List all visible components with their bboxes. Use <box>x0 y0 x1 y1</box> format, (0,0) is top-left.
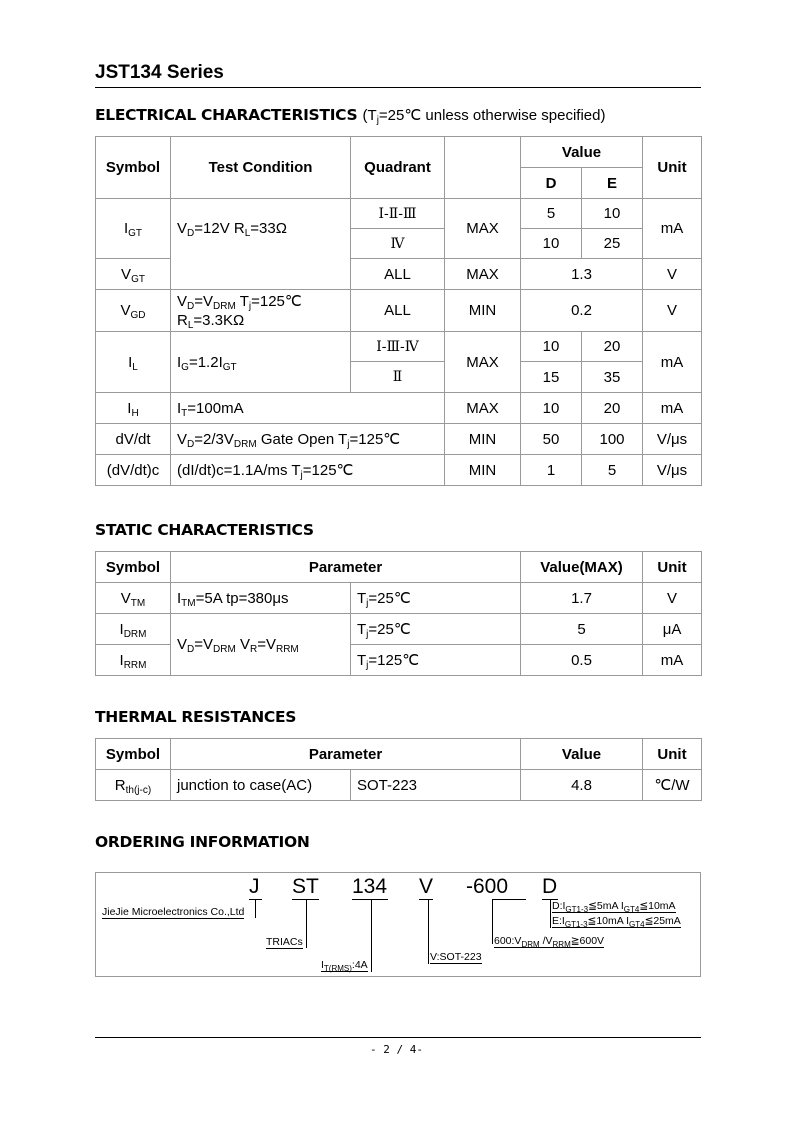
col-value: Value <box>521 137 643 168</box>
igt-quadrant-1: Ⅰ-Ⅱ-Ⅲ <box>351 199 445 229</box>
thermal-col-value: Value <box>521 739 643 770</box>
igt-condition: $V_D=12V$ $R_L=33\Omega$ <box>171 199 351 290</box>
static-col-parameter: Parameter <box>171 552 521 583</box>
il-symbol: $I_L$ <box>96 332 171 393</box>
series-title: JST134 Series <box>95 62 224 83</box>
idrm-symbol: $I_{DRM}$ <box>96 614 171 645</box>
current-label: $I_{T(RMS)}:4A$ <box>321 959 368 973</box>
dvdt-condition: $V_D=2/3V_{DRM}$ Gate Open $T_j=125℃$ <box>171 424 445 455</box>
didt-e: 5 <box>582 455 643 486</box>
footer-rule <box>95 1037 701 1038</box>
code-voltage: -600 <box>466 875 509 898</box>
ordering-diagram <box>95 872 701 977</box>
col-symbol: Symbol <box>96 137 171 199</box>
thermal-col-symbol: Symbol <box>96 739 171 770</box>
col-e: E <box>582 168 643 199</box>
rth-symbol: $R_{th(j-c)}$ <box>96 770 171 801</box>
igt-unit: mA <box>643 199 702 259</box>
igt-d-1: 5 <box>521 199 582 229</box>
idrm-irrm-parameter: $V_D=V_{DRM}$ $V_R=V_{RRM}$ <box>171 614 351 676</box>
static-heading: STATIC CHARACTERISTICS <box>95 521 314 539</box>
voltage-connector <box>492 900 493 944</box>
code-current: 134 <box>352 875 388 898</box>
il-quadrant-2: Ⅱ <box>351 362 445 393</box>
didt-unit: V/μs <box>643 455 702 486</box>
rth-unit: ℃/W <box>643 770 702 801</box>
electrical-note: ($T_j=25℃$ unless otherwise specified) <box>362 107 606 126</box>
didt-d: 1 <box>521 455 582 486</box>
ih-limit: MAX <box>445 393 521 424</box>
electrical-heading-text: ELECTRICAL CHARACTERISTICS <box>95 106 358 124</box>
code-type: ST <box>292 875 319 898</box>
dvdt-unit: V/μs <box>643 424 702 455</box>
didt-condition: (dI/dt)c=1.1A/ms $T_j=125℃$ <box>171 455 445 486</box>
dvdt-d: 50 <box>521 424 582 455</box>
igt-d-2: 10 <box>521 229 582 259</box>
vgd-limit: MIN <box>445 290 521 332</box>
voltage-label: $600:V_{DRM}$ $/V_{RRM}≧600V$ <box>494 935 605 949</box>
col-unit: Unit <box>643 137 702 199</box>
il-d-1: 10 <box>521 332 582 362</box>
code-voltage-underline <box>492 899 526 900</box>
code-current-underline <box>352 899 388 900</box>
vgd-symbol: $V_{GD}$ <box>96 290 171 332</box>
irrm-temperature: $T_j=125℃$ <box>351 645 521 676</box>
didt-limit: MIN <box>445 455 521 486</box>
thermal-col-unit: Unit <box>643 739 702 770</box>
idrm-unit: μA <box>643 614 702 645</box>
igt-symbol: $I_{GT}$ <box>96 199 171 259</box>
col-quadrant: Quadrant <box>351 137 445 199</box>
vtm-value: 1.7 <box>521 583 643 614</box>
vgd-unit: V <box>643 290 702 332</box>
ih-symbol: $I_H$ <box>96 393 171 424</box>
static-table <box>95 551 702 676</box>
vgt-symbol: $V_{GT}$ <box>96 259 171 290</box>
code-grade: D <box>542 875 558 898</box>
vtm-parameter: $I_{TM}=5A$ tp=380μs <box>171 583 351 614</box>
static-col-unit: Unit <box>643 552 702 583</box>
type-connector <box>306 900 307 948</box>
code-brand: J <box>249 875 260 898</box>
thermal-table <box>95 738 702 801</box>
il-limit: MAX <box>445 332 521 393</box>
vgt-quadrant: ALL <box>351 259 445 290</box>
ih-unit: mA <box>643 393 702 424</box>
il-d-2: 15 <box>521 362 582 393</box>
irrm-unit: mA <box>643 645 702 676</box>
maker-label: JieJie Microelectronics Co.,Ltd <box>102 906 245 918</box>
rth-package: SOT-223 <box>351 770 521 801</box>
didt-symbol: (dV/dt)c <box>96 455 171 486</box>
grade-connector <box>550 900 551 928</box>
triacs-label: TRIACs <box>266 936 303 948</box>
igt-e-2: 25 <box>582 229 643 259</box>
il-unit: mA <box>643 332 702 393</box>
ih-d: 10 <box>521 393 582 424</box>
ih-condition: $I_T=100mA$ <box>171 393 445 424</box>
current-connector <box>371 900 372 972</box>
electrical-heading <box>95 106 605 124</box>
col-d: D <box>521 168 582 199</box>
vgd-quadrant: ALL <box>351 290 445 332</box>
brand-connector <box>255 900 256 918</box>
grade-e-label: $E:I_{GT1-3}≦10mA$ $I_{GT4}≦25mA$ <box>552 915 681 929</box>
col-limit <box>445 137 521 199</box>
vgd-value: 0.2 <box>521 290 643 332</box>
irrm-value: 0.5 <box>521 645 643 676</box>
static-col-symbol: Symbol <box>96 552 171 583</box>
il-e-2: 35 <box>582 362 643 393</box>
electrical-table <box>95 136 702 486</box>
rth-parameter: junction to case(AC) <box>171 770 351 801</box>
vtm-symbol: $V_{TM}$ <box>96 583 171 614</box>
dvdt-symbol: dV/dt <box>96 424 171 455</box>
il-e-1: 20 <box>582 332 643 362</box>
vgt-limit: MAX <box>445 259 521 290</box>
package-connector <box>428 900 429 964</box>
ih-e: 20 <box>582 393 643 424</box>
rth-value: 4.8 <box>521 770 643 801</box>
igt-limit: MAX <box>445 199 521 259</box>
il-condition: $I_G=1.2I_{GT}$ <box>171 332 351 393</box>
vgt-unit: V <box>643 259 702 290</box>
dvdt-limit: MIN <box>445 424 521 455</box>
idrm-temperature: $T_j=25℃$ <box>351 614 521 645</box>
title-rule <box>95 87 701 88</box>
il-quadrant-1: Ⅰ-Ⅲ-Ⅳ <box>351 332 445 362</box>
vtm-temperature: $T_j=25℃$ <box>351 583 521 614</box>
grade-d-label: $D:I_{GT1-3}≦5mA$ $I_{GT4}≦10mA$ <box>552 900 676 914</box>
igt-e-1: 10 <box>582 199 643 229</box>
dvdt-e: 100 <box>582 424 643 455</box>
code-package-underline <box>419 899 433 900</box>
irrm-symbol: $I_{RRM}$ <box>96 645 171 676</box>
package-label: V:SOT-223 <box>430 951 482 963</box>
vgt-value: 1.3 <box>521 259 643 290</box>
ordering-heading: ORDERING INFORMATION <box>95 833 310 851</box>
thermal-col-parameter: Parameter <box>171 739 521 770</box>
page-number: - 2 / 4- <box>370 1043 423 1056</box>
idrm-value: 5 <box>521 614 643 645</box>
thermal-heading: THERMAL RESISTANCES <box>95 708 297 726</box>
igt-quadrant-2: Ⅳ <box>351 229 445 259</box>
code-package: V <box>419 875 434 898</box>
vgd-condition: $V_D=V_{DRM}$ $T_j=125℃$ $R_L=3.3K\Omega$ <box>171 290 351 332</box>
col-test-condition: Test Condition <box>171 137 351 199</box>
static-col-value: Value(MAX) <box>521 552 643 583</box>
vtm-unit: V <box>643 583 702 614</box>
